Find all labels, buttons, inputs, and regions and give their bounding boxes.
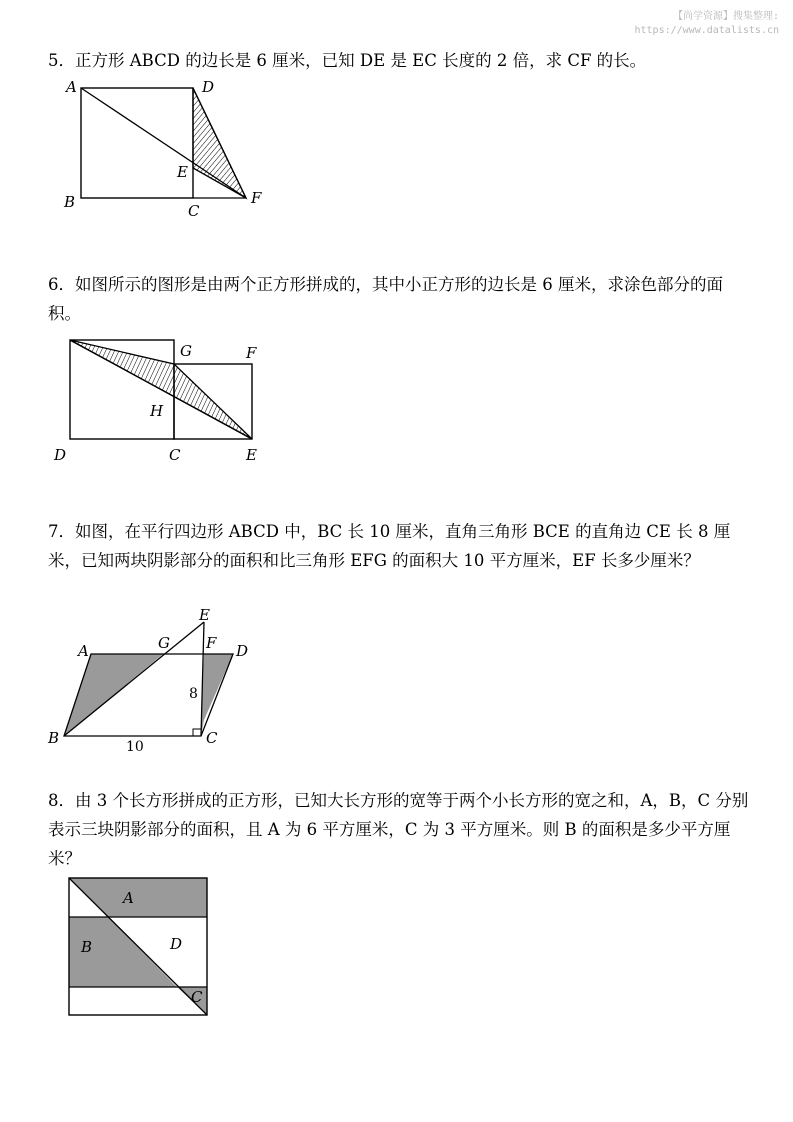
question-8 — [48, 786, 750, 873]
watermark-line-1: 【尚学资源】搜集整理: — [672, 11, 779, 22]
label-b: B — [81, 938, 93, 956]
label-e: E — [177, 163, 188, 181]
question-8-text: 8．由 3 个长方形拼成的正方形，已知大长方形的宽等于两个小长方形的宽之和，A，B，C 分别表示三块阴影部分的面积，且 A 为 6 平方厘米，C 为 3 平方厘米。则 B 的面积是多少平方厘米？ — [48, 791, 749, 868]
segment-to-e — [70, 340, 252, 439]
label-f: F — [246, 344, 257, 362]
label-b: B — [64, 193, 76, 211]
question-6-text: 6．如图所示的图形是由两个正方形拼成的，其中小正方形的边长是 6 厘米，求涂色部分的面积。 — [48, 275, 723, 323]
label-f: F — [251, 189, 262, 207]
label-c: C — [206, 729, 218, 747]
segment-af — [81, 88, 246, 198]
label-d: D — [236, 642, 249, 660]
square-abcd — [81, 88, 193, 198]
right-angle-mark — [193, 729, 201, 736]
label-a: A — [66, 78, 77, 96]
watermark-line-2: https://www.datalists.cn — [634, 25, 779, 36]
label-h: H — [150, 402, 164, 420]
figure-6 — [48, 332, 278, 468]
label-d: D — [54, 446, 67, 464]
question-5-text: 5．正方形 ABCD 的边长是 6 厘米，已知 DE 是 EC 长度的 2 倍，求 CF 的长。 — [48, 51, 647, 70]
label-f: F — [206, 634, 217, 652]
figure-5 — [58, 74, 278, 224]
question-6 — [48, 270, 750, 328]
watermark — [635, 10, 780, 38]
figure-7 — [44, 604, 264, 756]
label-e: E — [199, 606, 210, 624]
label-c: C — [191, 988, 203, 1006]
label-c: C — [188, 202, 200, 220]
label-e: E — [246, 446, 257, 464]
label-g: G — [158, 634, 170, 652]
figure-8 — [66, 874, 216, 1020]
shaded-region-a — [69, 878, 207, 917]
label-ce-length: 8 — [189, 686, 198, 702]
label-g: G — [180, 342, 192, 360]
question-5 — [48, 46, 750, 75]
label-a: A — [123, 889, 134, 907]
label-bc-length: 10 — [126, 739, 144, 755]
label-a: A — [78, 642, 89, 660]
question-7-text: 7．如图，在平行四边形 ABCD 中，BC 长 10 厘米，直角三角形 BCE 的直角边 CE 长 8 厘米，已知两块阴影部分的面积和比三角形 EFG 的面积大 10 平方厘米，EF 长多少厘米？ — [48, 522, 731, 570]
question-7 — [48, 517, 750, 575]
label-d: D — [202, 78, 215, 96]
label-b: B — [48, 729, 60, 747]
label-c: C — [169, 446, 181, 464]
label-d: D — [170, 935, 183, 953]
